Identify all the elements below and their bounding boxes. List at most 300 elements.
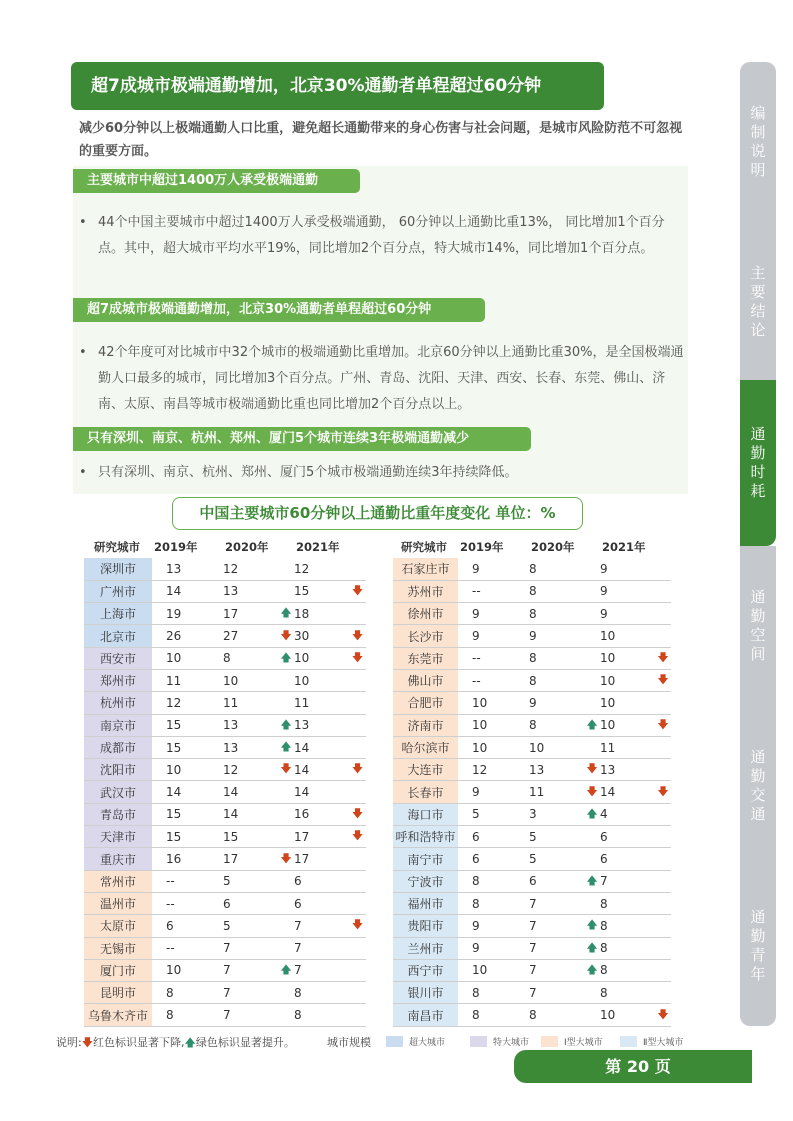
arrow-up-icon: 🡅 bbox=[278, 603, 294, 625]
city-name: 苏州市 bbox=[393, 580, 458, 602]
page-banner: 超7成城市极端通勤增加，北京30%通勤者单程超过60分钟 bbox=[71, 62, 604, 110]
arrow-empty bbox=[278, 781, 294, 803]
value-2020: 13 bbox=[223, 736, 278, 758]
value-2020: 7 bbox=[223, 982, 278, 1004]
arrow-empty bbox=[278, 826, 294, 848]
arrow-empty bbox=[584, 580, 600, 602]
city-name: 佛山市 bbox=[393, 669, 458, 691]
value-2021: 8 bbox=[600, 959, 655, 981]
table-row bbox=[84, 959, 366, 981]
value-2019: 14 bbox=[152, 580, 223, 602]
city-name: 济南市 bbox=[393, 714, 458, 736]
value-2019: -- bbox=[458, 647, 529, 669]
legend-swatch bbox=[386, 1036, 403, 1047]
value-2021: 30 bbox=[294, 625, 349, 647]
arrow-empty bbox=[349, 959, 366, 981]
value-2020: 10 bbox=[223, 669, 278, 691]
value-2019: 9 bbox=[458, 937, 529, 959]
value-2020: 14 bbox=[223, 781, 278, 803]
value-2019: 16 bbox=[152, 848, 223, 870]
arrow-empty bbox=[655, 759, 671, 781]
arrow-empty bbox=[349, 937, 366, 959]
arrow-empty bbox=[278, 558, 294, 580]
section-bullet-2 bbox=[79, 340, 684, 418]
value-2020: 3 bbox=[529, 803, 584, 825]
value-2020: 8 bbox=[529, 669, 584, 691]
legend-item bbox=[541, 1035, 603, 1048]
value-2021: 9 bbox=[600, 580, 655, 602]
city-name: 银川市 bbox=[393, 982, 458, 1004]
value-2021: 14 bbox=[294, 736, 349, 758]
arrow-empty bbox=[655, 959, 671, 981]
value-2021: 10 bbox=[600, 692, 655, 714]
table-row bbox=[84, 892, 366, 914]
table-row bbox=[393, 892, 671, 914]
table-row bbox=[393, 848, 671, 870]
value-2021: 7 bbox=[294, 959, 349, 981]
city-name: 兰州市 bbox=[393, 937, 458, 959]
value-2020: 11 bbox=[529, 781, 584, 803]
arrow-empty bbox=[655, 736, 671, 758]
value-2021: 6 bbox=[294, 892, 349, 914]
table-note bbox=[56, 1034, 295, 1053]
value-2021: 6 bbox=[600, 848, 655, 870]
value-2019: -- bbox=[458, 669, 529, 691]
value-2020: 7 bbox=[529, 982, 584, 1004]
arrow-down-icon: 🡇 bbox=[655, 669, 671, 691]
arrow-down-icon: 🡇 bbox=[81, 1036, 94, 1049]
value-2020: 5 bbox=[529, 848, 584, 870]
side-tab-label: 编制说明 bbox=[750, 104, 766, 179]
arrow-down-icon: 🡇 bbox=[349, 759, 366, 781]
side-tab-2[interactable] bbox=[740, 222, 776, 382]
value-2021: 4 bbox=[600, 803, 655, 825]
table-header-row bbox=[393, 536, 671, 558]
section-bullet-3 bbox=[79, 460, 684, 486]
value-2019: 10 bbox=[458, 736, 529, 758]
value-2019: -- bbox=[152, 892, 223, 914]
city-name: 南京市 bbox=[84, 714, 152, 736]
side-tab-6[interactable] bbox=[740, 866, 776, 1026]
arrow-empty bbox=[278, 915, 294, 937]
arrow-up-icon: 🡅 bbox=[584, 803, 600, 825]
value-2020: 7 bbox=[529, 959, 584, 981]
table-row bbox=[393, 736, 671, 758]
value-2019: 15 bbox=[152, 714, 223, 736]
value-2019: -- bbox=[152, 870, 223, 892]
arrow-up-icon: 🡅 bbox=[584, 870, 600, 892]
arrow-empty bbox=[349, 870, 366, 892]
arrow-up-icon: 🡅 bbox=[184, 1036, 196, 1049]
value-2021: 10 bbox=[600, 714, 655, 736]
value-2019: 9 bbox=[458, 915, 529, 937]
header-2021: 2021年 bbox=[602, 540, 646, 554]
legend-label: 特大城市 bbox=[493, 1038, 530, 1048]
value-2019: 11 bbox=[152, 669, 223, 691]
arrow-empty bbox=[655, 892, 671, 914]
table-row bbox=[84, 714, 366, 736]
header-2020: 2020年 bbox=[531, 540, 575, 554]
city-name: 广州市 bbox=[84, 580, 152, 602]
commute-table-left bbox=[84, 536, 366, 1027]
value-2021: 10 bbox=[294, 669, 349, 691]
value-2021: 11 bbox=[600, 736, 655, 758]
value-2019: -- bbox=[152, 937, 223, 959]
arrow-down-icon: 🡇 bbox=[655, 781, 671, 803]
value-2021: 17 bbox=[294, 826, 349, 848]
arrow-empty bbox=[584, 625, 600, 647]
table-row bbox=[84, 603, 366, 625]
note-prefix: 说明: bbox=[56, 1036, 82, 1049]
arrow-empty bbox=[655, 982, 671, 1004]
city-name: 海口市 bbox=[393, 803, 458, 825]
arrow-down-icon: 🡇 bbox=[584, 759, 600, 781]
table-row bbox=[84, 580, 366, 602]
value-2020: 7 bbox=[529, 915, 584, 937]
value-2019: 10 bbox=[152, 959, 223, 981]
note-up-text: 绿色标识显著提升。 bbox=[195, 1036, 295, 1049]
table-row bbox=[393, 714, 671, 736]
arrow-empty bbox=[584, 558, 600, 580]
side-tab-label: 通勤交通 bbox=[750, 748, 766, 823]
value-2019: 6 bbox=[458, 826, 529, 848]
value-2019: 9 bbox=[458, 558, 529, 580]
arrow-empty bbox=[278, 692, 294, 714]
arrow-empty bbox=[278, 937, 294, 959]
table-row bbox=[393, 580, 671, 602]
city-name: 北京市 bbox=[84, 625, 152, 647]
header-city: 研究城市 bbox=[94, 540, 140, 554]
table-row bbox=[393, 937, 671, 959]
city-name: 贵阳市 bbox=[393, 915, 458, 937]
table-row bbox=[84, 558, 366, 580]
city-name: 杭州市 bbox=[84, 692, 152, 714]
value-2021: 11 bbox=[294, 692, 349, 714]
legend-title: 城市规模 bbox=[327, 1036, 371, 1049]
table-row bbox=[84, 848, 366, 870]
city-name: 天津市 bbox=[84, 826, 152, 848]
arrow-up-icon: 🡅 bbox=[584, 937, 600, 959]
value-2021: 8 bbox=[600, 937, 655, 959]
arrow-empty bbox=[349, 781, 366, 803]
arrow-empty bbox=[584, 848, 600, 870]
table-row bbox=[84, 759, 366, 781]
value-2020: 9 bbox=[529, 692, 584, 714]
city-name: 西安市 bbox=[84, 647, 152, 669]
value-2021: 13 bbox=[600, 759, 655, 781]
value-2021: 7 bbox=[600, 870, 655, 892]
legend-label: 超大城市 bbox=[409, 1038, 446, 1048]
legend-swatch bbox=[470, 1036, 487, 1047]
table-row bbox=[84, 625, 366, 647]
value-2020: 13 bbox=[529, 759, 584, 781]
table-row bbox=[84, 803, 366, 825]
value-2021: 18 bbox=[294, 603, 349, 625]
city-name: 青岛市 bbox=[84, 803, 152, 825]
value-2020: 14 bbox=[223, 803, 278, 825]
legend-item bbox=[386, 1035, 445, 1048]
arrow-down-icon: 🡇 bbox=[278, 759, 294, 781]
value-2020: 6 bbox=[223, 892, 278, 914]
value-2020: 12 bbox=[223, 759, 278, 781]
arrow-empty bbox=[655, 870, 671, 892]
side-tab-5[interactable] bbox=[740, 706, 776, 866]
arrow-empty bbox=[349, 558, 366, 580]
city-name: 武汉市 bbox=[84, 781, 152, 803]
city-name: 宁波市 bbox=[393, 870, 458, 892]
table-row bbox=[393, 915, 671, 937]
value-2019: 8 bbox=[458, 892, 529, 914]
value-2020: 7 bbox=[223, 937, 278, 959]
table-title: 中国主要城市60分钟以上通勤比重年度变化 单位：% bbox=[172, 497, 583, 530]
value-2021: 10 bbox=[600, 647, 655, 669]
value-2020: 5 bbox=[223, 870, 278, 892]
value-2020: 17 bbox=[223, 848, 278, 870]
value-2019: 10 bbox=[458, 959, 529, 981]
city-name: 南昌市 bbox=[393, 1004, 458, 1026]
city-name: 沈阳市 bbox=[84, 759, 152, 781]
arrow-down-icon: 🡇 bbox=[349, 580, 366, 602]
arrow-up-icon: 🡅 bbox=[584, 714, 600, 736]
value-2020: 8 bbox=[529, 1004, 584, 1026]
value-2021: 17 bbox=[294, 848, 349, 870]
value-2021: 10 bbox=[294, 647, 349, 669]
arrow-empty bbox=[584, 669, 600, 691]
table-row bbox=[393, 625, 671, 647]
value-2020: 8 bbox=[223, 647, 278, 669]
arrow-empty bbox=[584, 736, 600, 758]
city-name: 太原市 bbox=[84, 915, 152, 937]
city-name: 呼和浩特市 bbox=[393, 826, 458, 848]
table-row bbox=[84, 826, 366, 848]
value-2021: 10 bbox=[600, 1004, 655, 1026]
city-name: 上海市 bbox=[84, 603, 152, 625]
table-header-row bbox=[84, 536, 366, 558]
arrow-empty bbox=[655, 915, 671, 937]
arrow-empty bbox=[584, 892, 600, 914]
city-name: 石家庄市 bbox=[393, 558, 458, 580]
city-name: 合肥市 bbox=[393, 692, 458, 714]
table-row bbox=[84, 915, 366, 937]
arrow-empty bbox=[655, 848, 671, 870]
legend-item bbox=[470, 1035, 529, 1048]
city-name: 温州市 bbox=[84, 892, 152, 914]
arrow-empty bbox=[655, 558, 671, 580]
value-2021: 6 bbox=[600, 826, 655, 848]
table-row bbox=[393, 669, 671, 691]
arrow-empty bbox=[584, 692, 600, 714]
city-name: 大连市 bbox=[393, 759, 458, 781]
value-2020: 10 bbox=[529, 736, 584, 758]
value-2019: 8 bbox=[458, 1004, 529, 1026]
arrow-empty bbox=[584, 647, 600, 669]
arrow-down-icon: 🡇 bbox=[655, 647, 671, 669]
value-2019: 8 bbox=[458, 870, 529, 892]
arrow-empty bbox=[655, 826, 671, 848]
table-row bbox=[84, 982, 366, 1004]
value-2021: 16 bbox=[294, 803, 349, 825]
header-2021: 2021年 bbox=[296, 540, 340, 554]
table-row bbox=[393, 826, 671, 848]
arrow-empty bbox=[278, 580, 294, 602]
bullet-dot: • bbox=[79, 215, 87, 230]
value-2020: 7 bbox=[529, 892, 584, 914]
arrow-down-icon: 🡇 bbox=[349, 803, 366, 825]
value-2021: 10 bbox=[600, 669, 655, 691]
value-2021: 9 bbox=[600, 558, 655, 580]
arrow-empty bbox=[278, 870, 294, 892]
value-2019: 12 bbox=[152, 692, 223, 714]
section-label-2: 超7成城市极端通勤增加，北京30%通勤者单程超过60分钟 bbox=[73, 298, 485, 322]
side-tab-label: 通勤青年 bbox=[750, 908, 766, 983]
value-2021: 7 bbox=[294, 915, 349, 937]
value-2020: 7 bbox=[223, 959, 278, 981]
arrow-empty bbox=[278, 803, 294, 825]
bullet-dot: • bbox=[79, 465, 87, 480]
value-2019: 8 bbox=[152, 982, 223, 1004]
table-row bbox=[393, 603, 671, 625]
city-name: 徐州市 bbox=[393, 603, 458, 625]
bullet-text: 44个中国主要城市中超过1400万人承受极端通勤， 60分钟以上通勤比重13%， 同比增加1个百分点。其中，超大城市平均水平19%，同比增加2个百分点，特大城市14%，同比增加1个百分点。 bbox=[98, 215, 665, 256]
arrow-empty bbox=[655, 603, 671, 625]
city-name: 常州市 bbox=[84, 870, 152, 892]
header-city: 研究城市 bbox=[401, 540, 447, 554]
arrow-empty bbox=[655, 937, 671, 959]
value-2021: 8 bbox=[600, 892, 655, 914]
value-2021: 12 bbox=[294, 558, 349, 580]
page-number: 第 20 页 bbox=[514, 1050, 752, 1083]
value-2021: 8 bbox=[600, 915, 655, 937]
value-2019: 14 bbox=[152, 781, 223, 803]
table-row bbox=[84, 669, 366, 691]
arrow-empty bbox=[278, 892, 294, 914]
arrow-empty bbox=[584, 982, 600, 1004]
value-2019: 10 bbox=[458, 692, 529, 714]
note-down-text: 红色标识显著下降, bbox=[93, 1036, 185, 1049]
value-2021: 14 bbox=[294, 781, 349, 803]
side-tab-1[interactable] bbox=[740, 62, 776, 222]
legend-label: Ⅰ型大城市 bbox=[564, 1038, 603, 1048]
bullet-dot: • bbox=[79, 345, 87, 360]
arrow-empty bbox=[349, 848, 366, 870]
header-2019: 2019年 bbox=[460, 540, 504, 554]
value-2020: 8 bbox=[529, 603, 584, 625]
arrow-empty bbox=[584, 603, 600, 625]
city-name: 福州市 bbox=[393, 892, 458, 914]
value-2020: 5 bbox=[223, 915, 278, 937]
value-2019: 6 bbox=[458, 848, 529, 870]
table-row bbox=[84, 781, 366, 803]
table-row bbox=[393, 759, 671, 781]
header-2019: 2019年 bbox=[154, 540, 198, 554]
value-2020: 15 bbox=[223, 826, 278, 848]
side-tab-3[interactable] bbox=[740, 380, 776, 546]
arrow-empty bbox=[349, 669, 366, 691]
table-row bbox=[393, 982, 671, 1004]
arrow-up-icon: 🡅 bbox=[278, 736, 294, 758]
value-2021: 10 bbox=[600, 625, 655, 647]
arrow-down-icon: 🡇 bbox=[584, 781, 600, 803]
value-2021: 7 bbox=[294, 937, 349, 959]
city-name: 昆明市 bbox=[84, 982, 152, 1004]
arrow-down-icon: 🡇 bbox=[349, 915, 366, 937]
arrow-up-icon: 🡅 bbox=[278, 959, 294, 981]
arrow-up-icon: 🡅 bbox=[278, 647, 294, 669]
value-2019: 9 bbox=[458, 603, 529, 625]
value-2021: 6 bbox=[294, 870, 349, 892]
arrow-up-icon: 🡅 bbox=[278, 714, 294, 736]
value-2019: 9 bbox=[458, 781, 529, 803]
value-2019: 6 bbox=[152, 915, 223, 937]
value-2021: 15 bbox=[294, 580, 349, 602]
table-row bbox=[393, 1004, 671, 1026]
city-name: 长沙市 bbox=[393, 625, 458, 647]
arrow-down-icon: 🡇 bbox=[655, 1004, 671, 1026]
value-2020: 7 bbox=[223, 1004, 278, 1026]
value-2019: 15 bbox=[152, 826, 223, 848]
city-name: 成都市 bbox=[84, 736, 152, 758]
value-2021: 9 bbox=[600, 603, 655, 625]
arrow-empty bbox=[655, 625, 671, 647]
table-row bbox=[84, 937, 366, 959]
arrow-empty bbox=[655, 580, 671, 602]
value-2020: 9 bbox=[529, 625, 584, 647]
city-name: 深圳市 bbox=[84, 558, 152, 580]
side-tab-label: 通勤时耗 bbox=[750, 425, 766, 500]
table-row bbox=[84, 870, 366, 892]
value-2019: 10 bbox=[458, 714, 529, 736]
value-2020: 8 bbox=[529, 647, 584, 669]
side-tab-4[interactable] bbox=[740, 546, 776, 706]
arrow-empty bbox=[349, 603, 366, 625]
arrow-empty bbox=[349, 714, 366, 736]
table-row bbox=[84, 736, 366, 758]
table-row bbox=[84, 1004, 366, 1026]
section-bullet-1 bbox=[79, 210, 684, 262]
city-name: 无锡市 bbox=[84, 937, 152, 959]
commute-table-right bbox=[393, 536, 671, 1027]
table-row bbox=[393, 781, 671, 803]
arrow-down-icon: 🡇 bbox=[349, 647, 366, 669]
value-2019: -- bbox=[458, 580, 529, 602]
arrow-empty bbox=[655, 803, 671, 825]
arrow-down-icon: 🡇 bbox=[349, 625, 366, 647]
value-2021: 8 bbox=[600, 982, 655, 1004]
value-2021: 8 bbox=[294, 982, 349, 1004]
side-tab-label: 主要结论 bbox=[750, 264, 766, 339]
value-2019: 10 bbox=[152, 759, 223, 781]
arrow-empty bbox=[349, 1004, 366, 1026]
value-2020: 6 bbox=[529, 870, 584, 892]
legend-swatch bbox=[541, 1036, 558, 1047]
city-name: 郑州市 bbox=[84, 669, 152, 691]
table-row bbox=[393, 959, 671, 981]
legend-item bbox=[620, 1035, 683, 1048]
value-2019: 12 bbox=[458, 759, 529, 781]
value-2020: 8 bbox=[529, 714, 584, 736]
city-name: 哈尔滨市 bbox=[393, 736, 458, 758]
value-2019: 15 bbox=[152, 736, 223, 758]
table-row bbox=[84, 647, 366, 669]
value-2020: 17 bbox=[223, 603, 278, 625]
value-2020: 27 bbox=[223, 625, 278, 647]
value-2020: 7 bbox=[529, 937, 584, 959]
value-2019: 13 bbox=[152, 558, 223, 580]
table-row bbox=[393, 803, 671, 825]
header-2020: 2020年 bbox=[225, 540, 269, 554]
table-row bbox=[393, 647, 671, 669]
value-2020: 8 bbox=[529, 558, 584, 580]
